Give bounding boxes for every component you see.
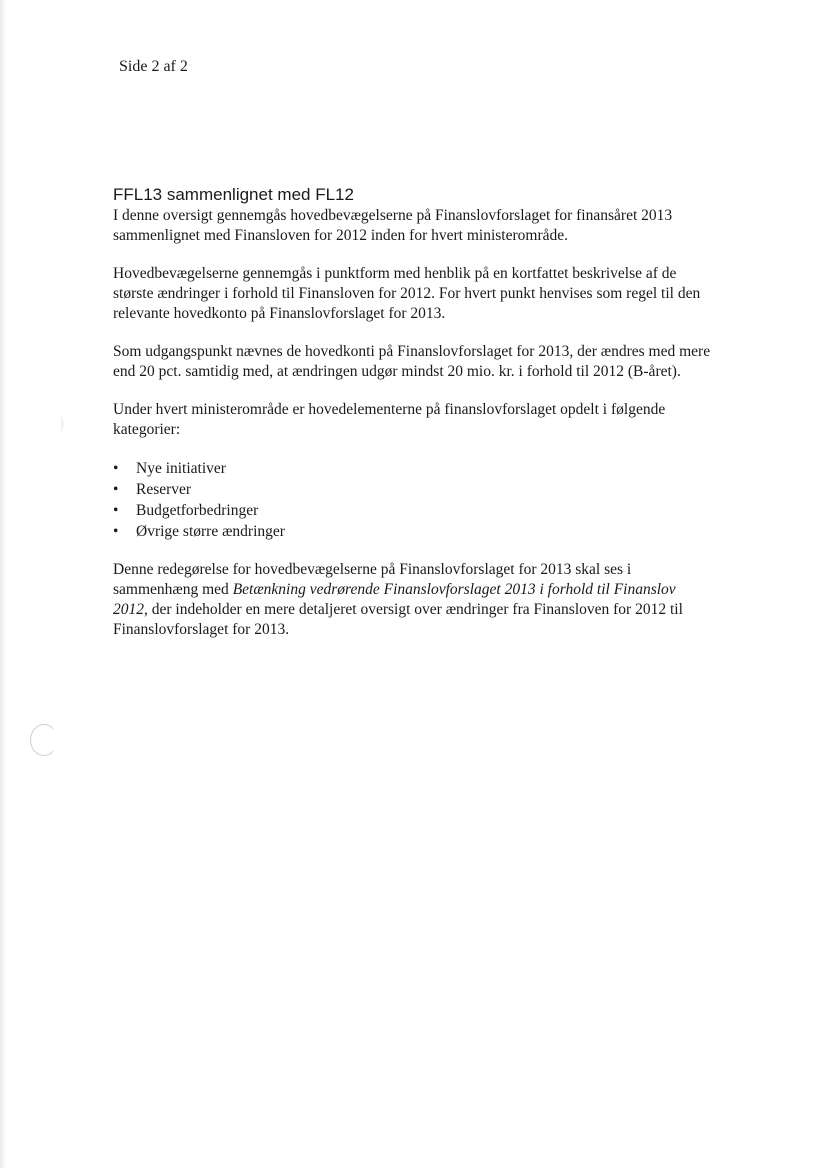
closing-text-before: Denne redegørelse for hovedbevægelserne på Finanslovforslaget for 2013 skal ses i sammenhæng med <box>113 561 632 598</box>
scan-artifact-mark <box>56 416 63 432</box>
list-item-label: Øvrige større ændringer <box>136 523 285 540</box>
closing-paragraph <box>113 560 713 640</box>
list-item-label: Nye initiativer <box>136 460 226 477</box>
category-list <box>113 458 713 542</box>
scan-edge <box>0 0 6 1168</box>
list-item <box>113 479 713 500</box>
paragraph-threshold: Som udgangspunkt nævnes de hovedkonti på Finanslovforslaget for 2013, der ændres med mere end 20 pct. samtidig med, at ændringen udgør mindst 20 mio. kr. i forhold til 2012 (B-året). <box>113 343 711 380</box>
list-item-label: Reserver <box>136 481 192 498</box>
list-item <box>113 500 713 521</box>
paragraph-method: Hovedbevægelserne gennemgås i punktform med henblik på en kortfattet beskrivelse af de største ændringer i forhold til Finansloven for 2012. For hvert punkt henvises som regel til den relevante hovedkonto på Finanslovforslaget for 2013. <box>113 265 701 322</box>
bullet-icon: • <box>113 460 119 477</box>
punch-hole-mark <box>30 724 58 756</box>
bullet-icon: • <box>113 502 119 519</box>
bullet-icon: • <box>113 481 119 498</box>
section-heading: FFL13 sammenlignet med FL12 <box>113 185 354 204</box>
intro-paragraph: I denne oversigt gennemgås hovedbevægelserne på Finanslovforslaget for finansåret 2013 sammenlignet med Finansloven for 2012 inden for hvert ministerområde. <box>113 207 673 244</box>
paragraph-categories-intro: Under hvert ministerområde er hovedelementerne på finanslovforslaget opdelt i følgende kategorier: <box>113 401 666 438</box>
closing-text-after: , der indeholder en mere detaljeret oversigt over ændringer fra Finansloven for 2012 til Finanslovforslaget for 2013. <box>113 601 683 638</box>
report-title-reference: Betænkning vedrørende Finanslovforslaget 2013 i forhold til Finanslov 2012 <box>113 581 676 618</box>
list-item <box>113 521 713 542</box>
document-body <box>113 184 713 640</box>
bullet-icon: • <box>113 523 119 540</box>
list-item <box>113 458 713 479</box>
page-number: Side 2 af 2 <box>119 58 188 75</box>
list-item-label: Budgetforbedringer <box>136 502 259 519</box>
